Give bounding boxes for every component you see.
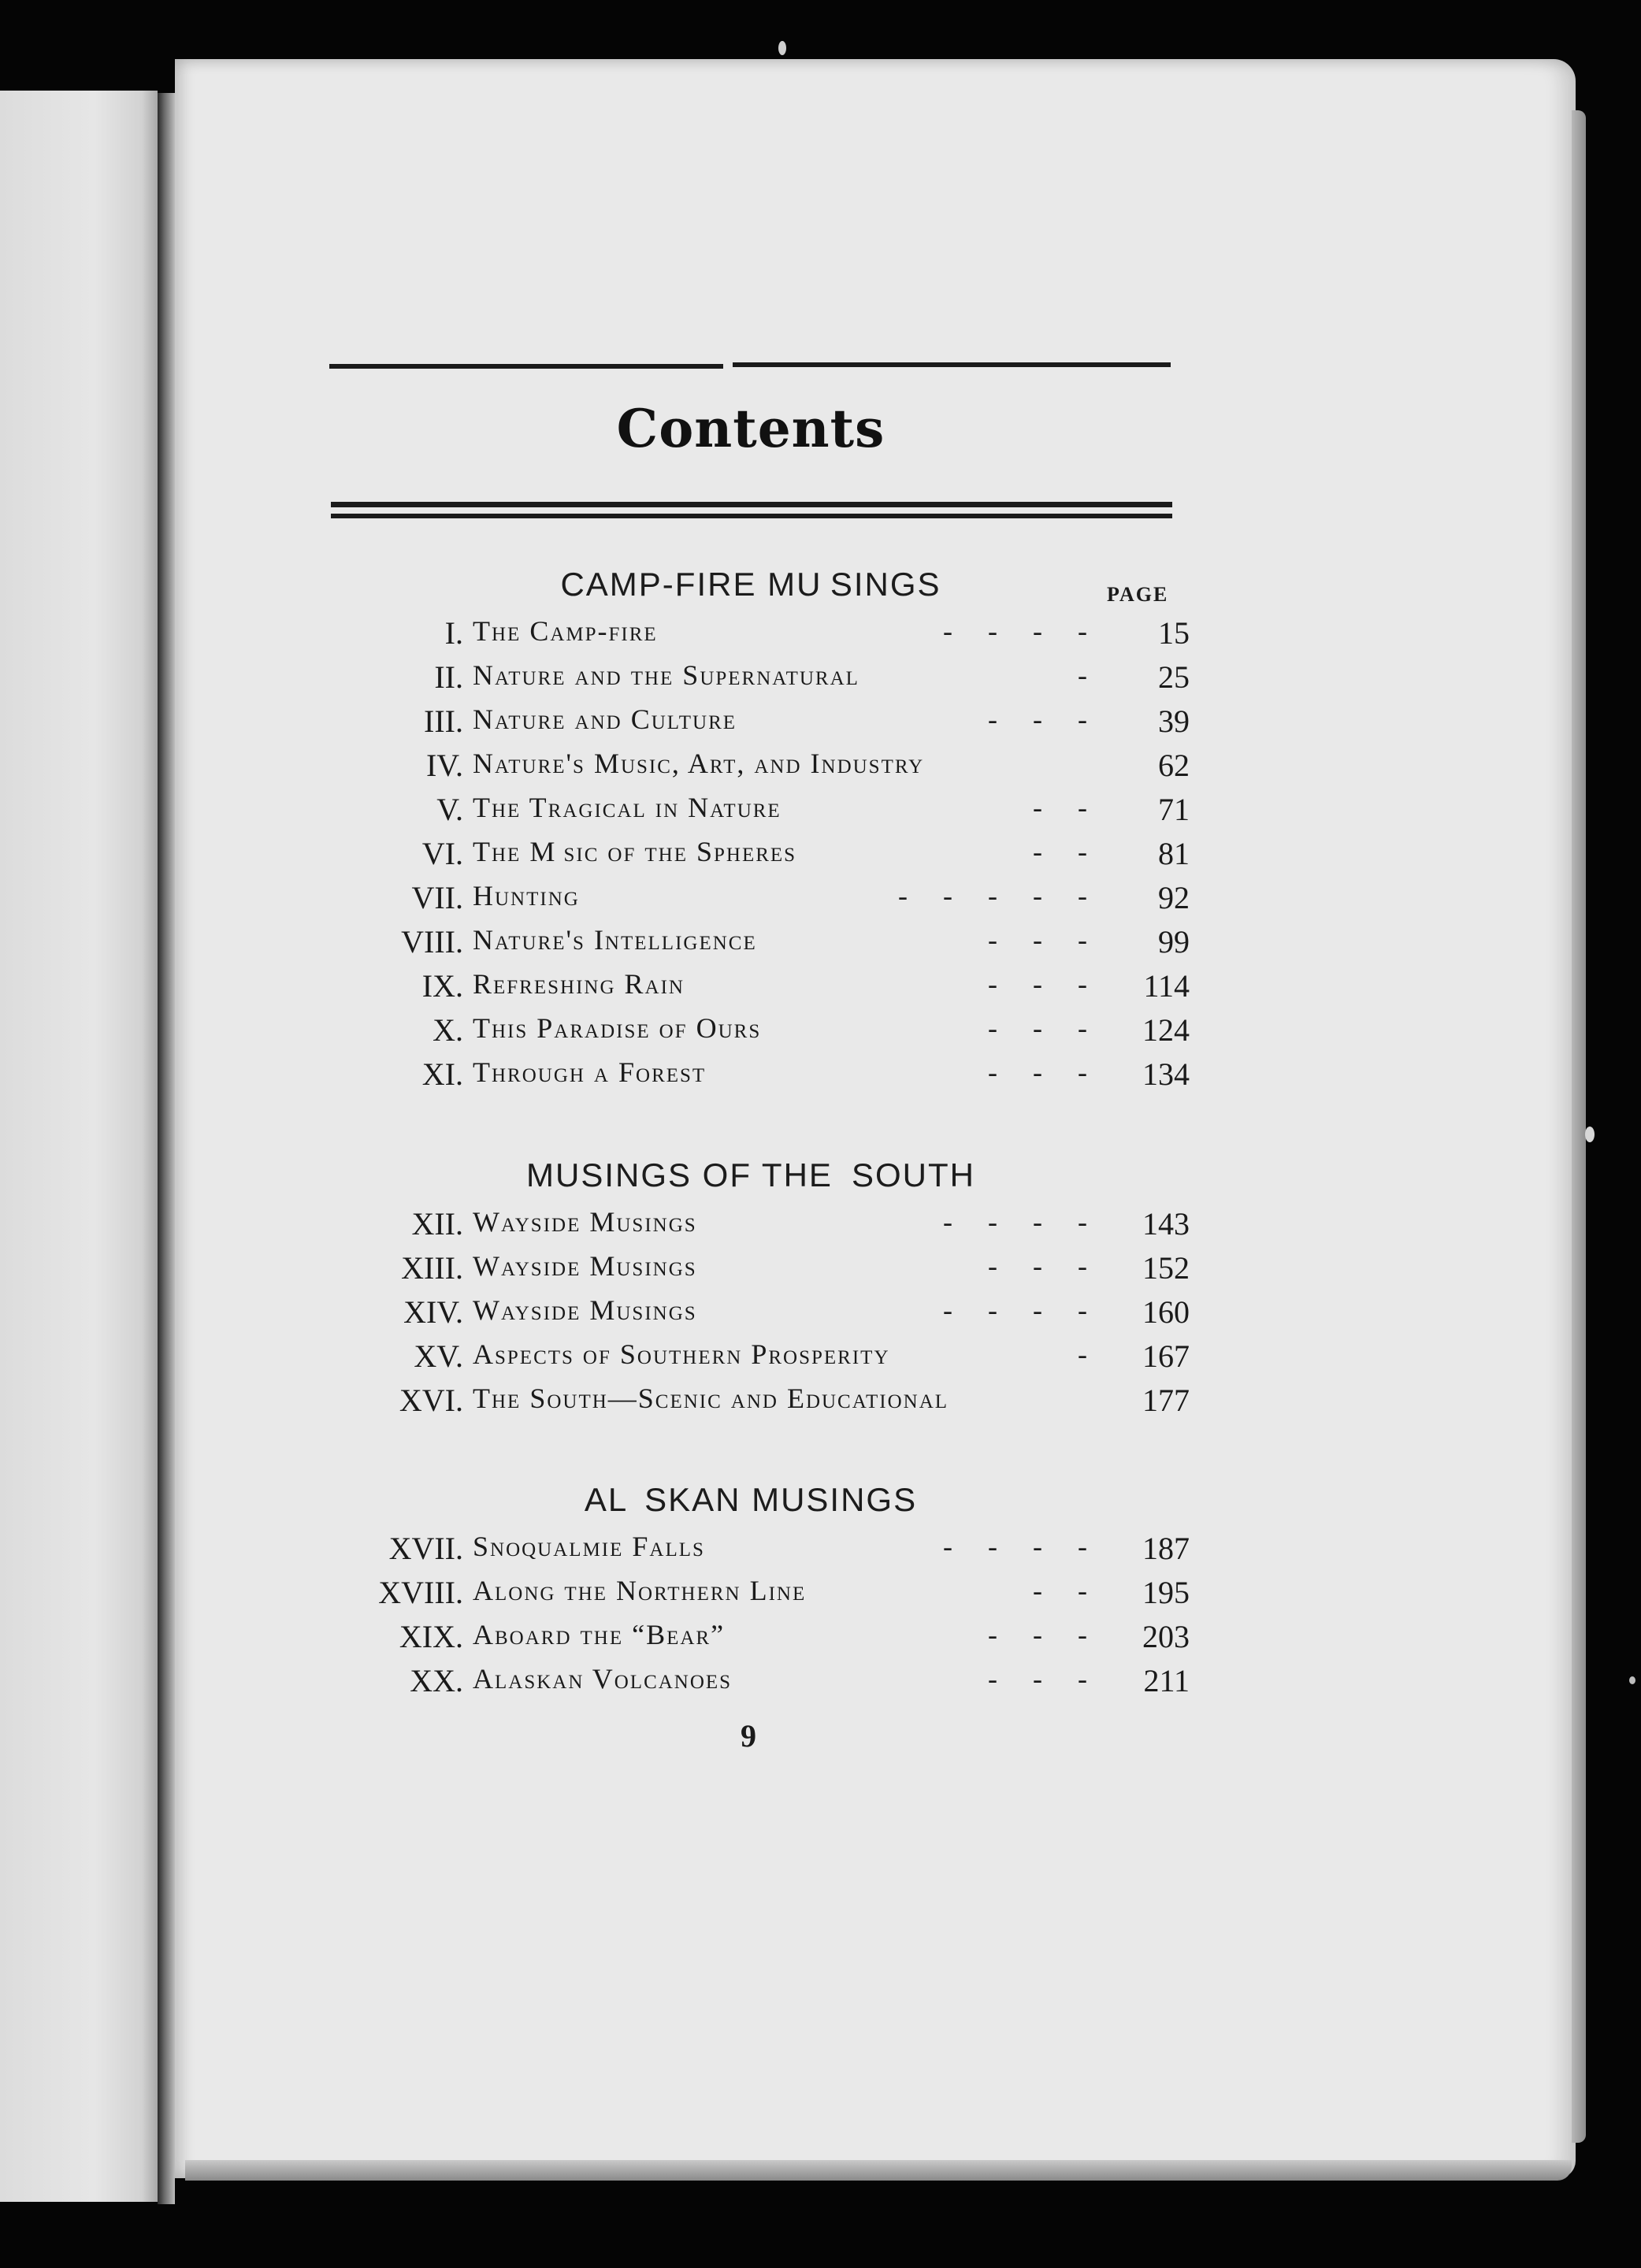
leader-dashes: - - -	[988, 1619, 1087, 1650]
top-rule-left	[329, 364, 723, 369]
chapter-page-number: 62	[1158, 748, 1190, 783]
leader-dashes: - - - -	[943, 615, 1087, 647]
toc-entry	[236, 879, 1190, 923]
leader-dashes: - - -	[988, 1250, 1087, 1282]
chapter-title: Nature's Intelligence	[473, 924, 757, 956]
page-number: 9	[741, 1718, 756, 1754]
leader-dashes: - - -	[988, 703, 1087, 735]
chapter-number: XIV.	[403, 1294, 463, 1330]
chapter-page-number: 15	[1158, 615, 1190, 651]
chapter-number: VI.	[421, 836, 463, 871]
chapter-page-number: 160	[1142, 1294, 1190, 1330]
chapter-title: Wayside Musings	[473, 1250, 697, 1282]
toc-entry	[236, 1012, 1190, 1056]
scan-speck	[778, 41, 786, 55]
scan-speck	[1629, 1676, 1635, 1684]
chapter-title: Refreshing Rain	[473, 968, 685, 1000]
chapter-title: The Camp-fire	[473, 615, 658, 647]
leader-dashes: - - - -	[943, 1531, 1087, 1562]
section-heading: AL SKAN MUSINGS	[584, 1481, 918, 1518]
chapter-title: Alaskan Volcanoes	[473, 1663, 733, 1695]
chapter-number: III.	[424, 703, 463, 739]
leader-dashes: - - -	[988, 968, 1087, 1000]
leader-dashes: - - -	[988, 1012, 1087, 1044]
chapter-title: Snoqualmie Falls	[473, 1531, 705, 1562]
chapter-page-number: 203	[1142, 1619, 1190, 1654]
section-heading: MUSINGS OF THE SOUTH	[526, 1156, 975, 1193]
chapter-number: XVII.	[388, 1531, 463, 1566]
chapter-page-number: 177	[1142, 1383, 1190, 1418]
toc-entry	[236, 1249, 1190, 1294]
chapter-page-number: 134	[1142, 1056, 1190, 1092]
leader-dashes: - -	[1033, 792, 1087, 823]
chapter-title: The South—Scenic and Educational	[473, 1383, 949, 1414]
page-fore-edge	[1572, 110, 1586, 2143]
chapter-title: Wayside Musings	[473, 1206, 697, 1238]
chapter-number: IV.	[425, 748, 463, 783]
toc-entry	[236, 747, 1190, 791]
right-page	[175, 59, 1576, 2178]
chapter-page-number: 187	[1142, 1531, 1190, 1566]
toc-entry	[236, 1056, 1190, 1100]
chapter-title: This Paradise of Ours	[473, 1012, 762, 1044]
chapter-number: VII.	[411, 880, 463, 915]
chapter-number: XIII.	[401, 1250, 463, 1286]
chapter-title: Along the Northern Line	[473, 1575, 807, 1606]
chapter-number: XVIII.	[378, 1575, 463, 1610]
chapter-number: XVI.	[399, 1383, 463, 1418]
chapter-title: Through a Forest	[473, 1056, 707, 1088]
chapter-number: XIX.	[399, 1619, 463, 1654]
chapter-title: Wayside Musings	[473, 1294, 697, 1326]
leader-dashes: - -	[1033, 836, 1087, 867]
chapter-title: Aspects of Southern Prosperity	[473, 1338, 890, 1370]
chapter-title: Nature's Music, Art, and Industry	[473, 748, 925, 779]
chapter-title: The Tragical in Nature	[473, 792, 782, 823]
scan-speck	[1585, 1127, 1595, 1142]
leader-dashes: - - -	[988, 1056, 1087, 1088]
chapter-number: IX.	[421, 968, 463, 1004]
chapter-number: I.	[444, 615, 463, 651]
leader-dashes: - - -	[988, 924, 1087, 956]
section-heading: CAMP-FIRE MU SINGS	[560, 566, 941, 603]
chapter-page-number: 152	[1142, 1250, 1190, 1286]
chapter-number: II.	[434, 659, 463, 695]
toc-entry	[236, 791, 1190, 835]
toc-entry	[236, 923, 1190, 967]
chapter-page-number: 25	[1158, 659, 1190, 695]
top-rule-right	[733, 362, 1171, 367]
toc-entry	[236, 614, 1190, 659]
title-rule-upper	[331, 502, 1172, 507]
book-gutter	[158, 93, 175, 2204]
page-bottom-edge	[185, 2160, 1572, 2181]
toc-entry	[236, 1530, 1190, 1574]
chapter-page-number: 114	[1143, 968, 1190, 1004]
leader-dashes: -	[1078, 659, 1087, 691]
chapter-page-number: 99	[1158, 924, 1190, 960]
chapter-page-number: 195	[1142, 1575, 1190, 1610]
toc-entry	[236, 1574, 1190, 1618]
chapter-page-number: 81	[1158, 836, 1190, 871]
leader-dashes: -	[1078, 1338, 1087, 1370]
leader-dashes: - - -	[988, 1663, 1087, 1695]
title-rule-lower	[331, 514, 1172, 518]
chapter-title: Nature and Culture	[473, 703, 737, 735]
toc-entry	[236, 835, 1190, 879]
chapter-title: The M sic of the Spheres	[473, 836, 797, 867]
toc-entry	[236, 1205, 1190, 1249]
toc-entry	[236, 1382, 1190, 1426]
toc-entry	[236, 967, 1190, 1012]
chapter-page-number: 71	[1158, 792, 1190, 827]
leader-dashes: - - - -	[943, 1206, 1087, 1238]
chapter-title: Aboard the “Bear”	[473, 1619, 726, 1650]
toc-entry	[236, 659, 1190, 703]
toc-entry	[236, 1338, 1190, 1382]
toc-entry	[236, 703, 1190, 747]
left-page-edge	[0, 91, 158, 2202]
chapter-number: XX.	[410, 1663, 463, 1698]
chapter-number: X.	[433, 1012, 463, 1048]
chapter-number: VIII.	[401, 924, 463, 960]
chapter-title: Nature and the Supernatural	[473, 659, 859, 691]
chapter-page-number: 143	[1142, 1206, 1190, 1242]
page-column-label: PAGE	[1107, 583, 1169, 606]
toc-entry	[236, 1662, 1190, 1706]
chapter-page-number: 167	[1142, 1338, 1190, 1374]
toc-entry	[236, 1618, 1190, 1662]
chapter-title: Hunting	[473, 880, 580, 911]
chapter-page-number: 124	[1142, 1012, 1190, 1048]
chapter-number: XII.	[411, 1206, 463, 1242]
leader-dashes: - - - - -	[898, 880, 1087, 911]
chapter-number: XI.	[421, 1056, 463, 1092]
toc-entry	[236, 1294, 1190, 1338]
chapter-number: XV.	[414, 1338, 463, 1374]
leader-dashes: - - - -	[943, 1294, 1087, 1326]
chapter-page-number: 39	[1158, 703, 1190, 739]
page-title: Contents	[616, 398, 885, 459]
chapter-number: V.	[436, 792, 463, 827]
leader-dashes: - -	[1033, 1575, 1087, 1606]
chapter-page-number: 92	[1158, 880, 1190, 915]
chapter-page-number: 211	[1143, 1663, 1190, 1698]
